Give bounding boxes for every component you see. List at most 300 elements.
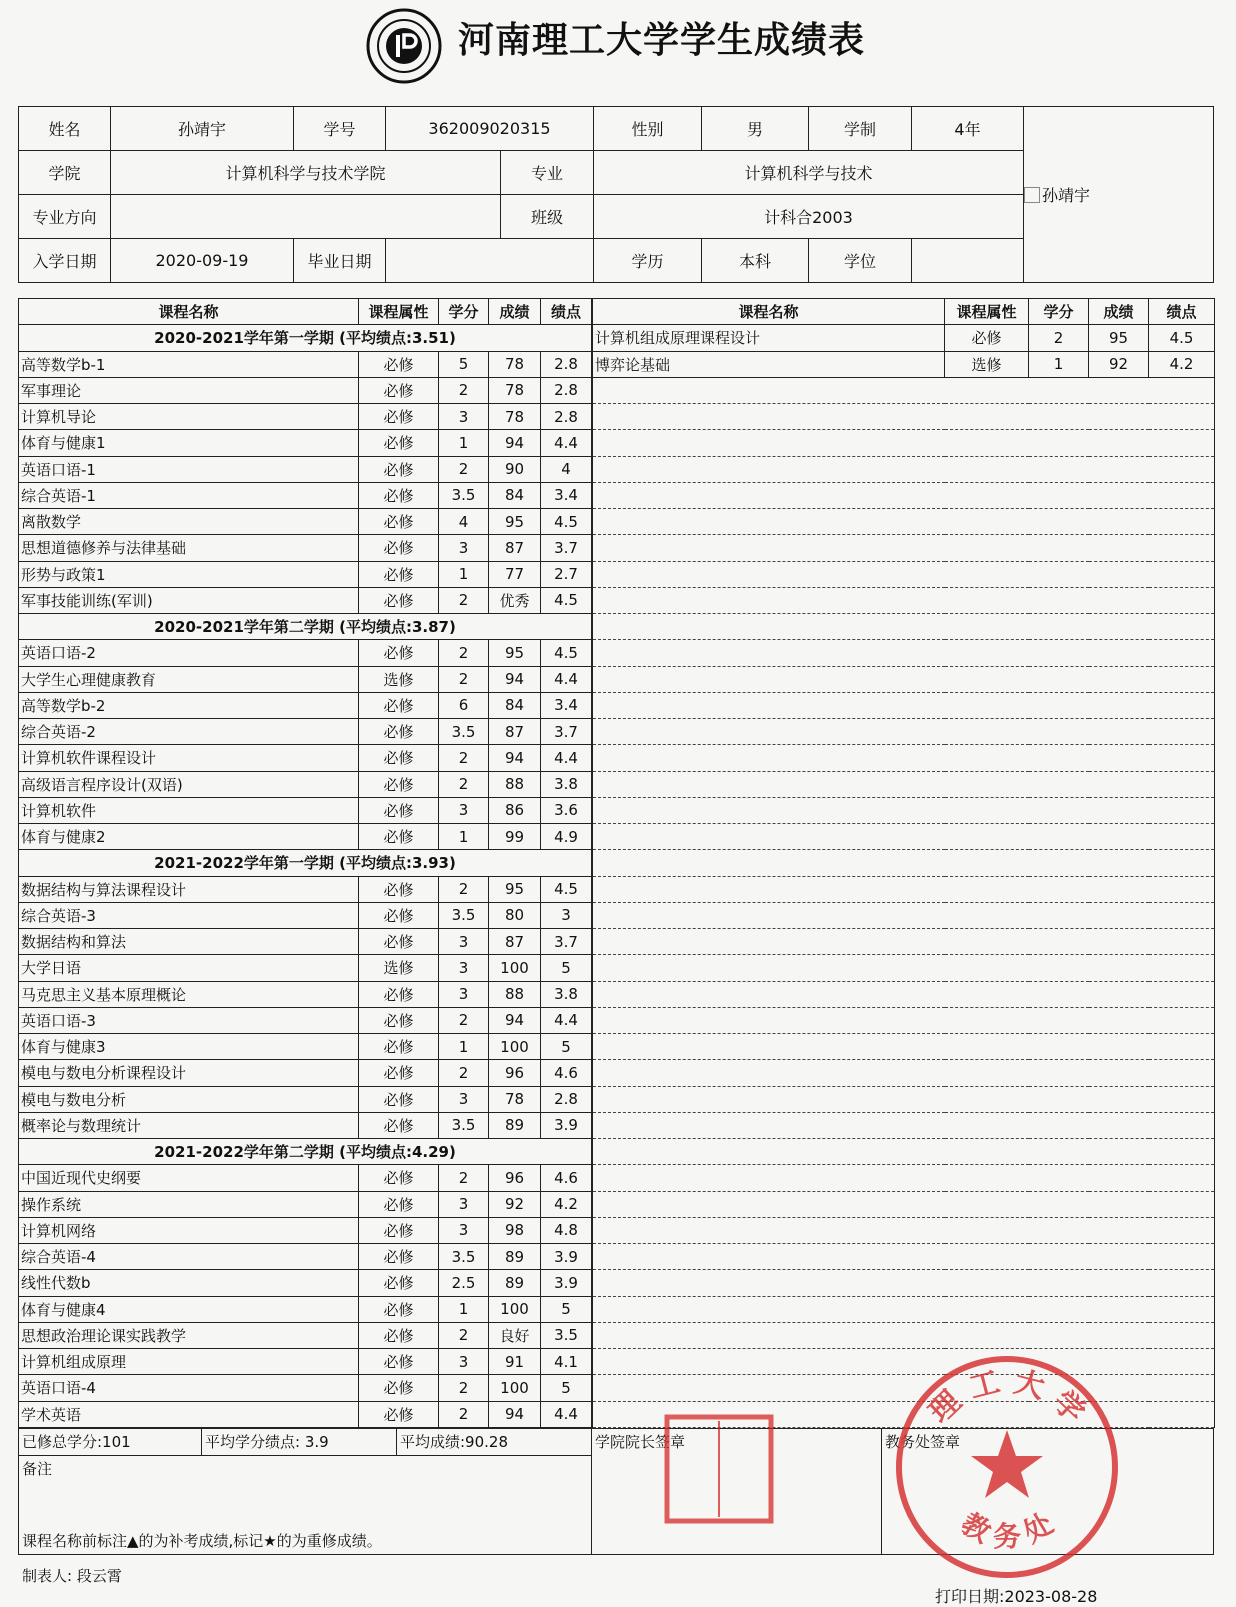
- empty-row: [593, 929, 1215, 955]
- empty-row: [593, 1244, 1215, 1270]
- course-attr: 必修: [359, 456, 439, 482]
- remark-label: 备注: [22, 1460, 53, 1478]
- course-gpa: 3.4: [541, 482, 592, 508]
- course-attr: 必修: [359, 1165, 439, 1191]
- course-credit: 3: [439, 981, 489, 1007]
- course-name: 军事理论: [19, 377, 359, 403]
- empty-cell: [1149, 1401, 1215, 1428]
- empty-row: [593, 404, 1215, 430]
- course-attr-header: 课程属性: [945, 299, 1029, 325]
- average-gpa: 平均学分绩点: 3.9: [202, 1429, 397, 1456]
- empty-cell: [1029, 666, 1089, 692]
- empty-cell: [593, 1165, 945, 1191]
- empty-cell: [945, 587, 1029, 613]
- empty-cell: [945, 377, 1029, 403]
- course-gpa: 5: [541, 1296, 592, 1322]
- empty-cell: [945, 456, 1029, 482]
- course-gpa: 2.7: [541, 561, 592, 587]
- course-score: 94: [489, 430, 541, 456]
- course-attr-header: 课程属性: [359, 299, 439, 325]
- empty-cell: [1149, 797, 1215, 823]
- course-attr: 必修: [359, 1217, 439, 1243]
- empty-cell: [945, 666, 1029, 692]
- marks-note: 课程名称前标注▲的为补考成绩,标记★的为重修成绩。: [22, 1532, 382, 1550]
- course-score: 100: [489, 1375, 541, 1401]
- empty-cell: [593, 692, 945, 718]
- empty-cell: [1089, 850, 1149, 876]
- empty-cell: [593, 561, 945, 587]
- grades-left-table: [18, 298, 592, 1428]
- empty-cell: [1149, 981, 1215, 1007]
- course-gpa: 2.8: [541, 1086, 592, 1112]
- course-score: 78: [489, 377, 541, 403]
- table-row: [19, 1191, 592, 1217]
- table-row: [19, 509, 592, 535]
- table-row: [19, 561, 592, 587]
- empty-cell: [593, 614, 945, 640]
- empty-cell: [593, 535, 945, 561]
- empty-cell: [1089, 797, 1149, 823]
- course-name: 英语口语-3: [19, 1007, 359, 1033]
- empty-row: [593, 1007, 1215, 1033]
- empty-cell: [1029, 1060, 1089, 1086]
- course-credit: 2: [439, 377, 489, 403]
- empty-cell: [1149, 1007, 1215, 1033]
- course-attr: 必修: [359, 1322, 439, 1348]
- empty-cell: [593, 771, 945, 797]
- course-score: 94: [489, 1401, 541, 1428]
- table-row: [19, 1401, 592, 1428]
- empty-row: [593, 1086, 1215, 1112]
- empty-cell: [945, 640, 1029, 666]
- empty-row: [593, 1112, 1215, 1138]
- course-attr: 必修: [359, 1007, 439, 1033]
- course-score: 100: [489, 955, 541, 981]
- empty-cell: [1029, 902, 1089, 928]
- course-score: 87: [489, 535, 541, 561]
- table-row: [19, 719, 592, 745]
- empty-cell: [1029, 430, 1089, 456]
- table-maker: 制表人: 段云霄: [22, 1567, 122, 1585]
- course-score: 89: [489, 1112, 541, 1138]
- empty-cell: [945, 1034, 1029, 1060]
- empty-cell: [1089, 876, 1149, 902]
- empty-cell: [1089, 404, 1149, 430]
- course-score: 95: [489, 876, 541, 902]
- seal-top-text: 理 工 大 学: [922, 1364, 1092, 1431]
- empty-cell: [1149, 824, 1215, 850]
- empty-cell: [1149, 1375, 1215, 1401]
- empty-cell: [1149, 666, 1215, 692]
- empty-cell: [1149, 1165, 1215, 1191]
- course-score: 78: [489, 351, 541, 377]
- credit-header: 学分: [1029, 299, 1089, 325]
- empty-cell: [1149, 614, 1215, 640]
- grades-area: [18, 298, 1213, 1431]
- course-name: 大学日语: [19, 955, 359, 981]
- empty-row: [593, 430, 1215, 456]
- course-attr: 必修: [359, 1191, 439, 1217]
- empty-row: [593, 745, 1215, 771]
- empty-cell: [945, 1060, 1029, 1086]
- id-value: 362009020315: [386, 107, 594, 151]
- empty-cell: [1149, 1086, 1215, 1112]
- photo-alt-text: 孙靖宇: [1042, 186, 1091, 205]
- empty-cell: [1089, 981, 1149, 1007]
- course-attr: 必修: [359, 1034, 439, 1060]
- grad-value: [386, 239, 594, 283]
- course-name: 模电与数电分析课程设计: [19, 1060, 359, 1086]
- empty-cell: [1089, 1270, 1149, 1296]
- empty-cell: [1029, 1112, 1089, 1138]
- table-row: [19, 1217, 592, 1243]
- empty-cell: [1149, 1112, 1215, 1138]
- empty-row: [593, 1322, 1215, 1348]
- empty-cell: [1029, 509, 1089, 535]
- average-score: 平均成绩:90.28: [397, 1429, 592, 1456]
- empty-row: [593, 876, 1215, 902]
- empty-cell: [1089, 771, 1149, 797]
- course-credit: 3.5: [439, 1112, 489, 1138]
- gender-value: 男: [702, 107, 809, 151]
- empty-row: [593, 587, 1215, 613]
- course-score: 100: [489, 1034, 541, 1060]
- table-row: [19, 902, 592, 928]
- empty-cell: [593, 456, 945, 482]
- table-row: [19, 456, 592, 482]
- empty-cell: [1149, 1296, 1215, 1322]
- degree-level-label: 学历: [594, 239, 702, 283]
- table-row: [19, 587, 592, 613]
- course-name: 综合英语-3: [19, 902, 359, 928]
- empty-cell: [945, 1296, 1029, 1322]
- course-name: 综合英语-2: [19, 719, 359, 745]
- table-row: [19, 1086, 592, 1112]
- course-gpa: 5: [541, 1034, 592, 1060]
- empty-row: [593, 1270, 1215, 1296]
- empty-cell: [593, 797, 945, 823]
- course-score: 87: [489, 719, 541, 745]
- empty-cell: [1029, 824, 1089, 850]
- empty-row: [593, 640, 1215, 666]
- course-credit: 2: [439, 1007, 489, 1033]
- empty-cell: [1149, 955, 1215, 981]
- empty-cell: [1149, 1034, 1215, 1060]
- course-credit: 6: [439, 692, 489, 718]
- empty-cell: [1089, 955, 1149, 981]
- table-row: [19, 692, 592, 718]
- empty-row: [593, 509, 1215, 535]
- semester-header-row: [19, 1139, 592, 1165]
- empty-cell: [593, 1191, 945, 1217]
- empty-cell: [945, 561, 1029, 587]
- empty-cell: [1029, 1244, 1089, 1270]
- table-row: [19, 430, 592, 456]
- gender-label: 性别: [594, 107, 702, 151]
- empty-cell: [1149, 535, 1215, 561]
- course-score: 88: [489, 771, 541, 797]
- major-value: 计算机科学与技术: [594, 151, 1024, 195]
- course-credit: 3: [439, 535, 489, 561]
- empty-row: [593, 719, 1215, 745]
- table-row: [19, 377, 592, 403]
- course-credit: 3: [439, 1086, 489, 1112]
- course-attr: 必修: [359, 1349, 439, 1375]
- empty-cell: [1149, 1060, 1215, 1086]
- course-score: 94: [489, 1007, 541, 1033]
- empty-cell: [593, 1139, 945, 1165]
- empty-cell: [593, 430, 945, 456]
- course-name: 大学生心理健康教育: [19, 666, 359, 692]
- empty-cell: [1149, 587, 1215, 613]
- table-row: [19, 404, 592, 430]
- course-credit: 2: [439, 1375, 489, 1401]
- empty-cell: [1089, 561, 1149, 587]
- course-attr: 必修: [359, 430, 439, 456]
- score-header: 成绩: [489, 299, 541, 325]
- course-name: 计算机软件: [19, 797, 359, 823]
- course-gpa: 4: [541, 456, 592, 482]
- course-gpa: 2.8: [541, 404, 592, 430]
- empty-cell: [1089, 1112, 1149, 1138]
- empty-row: [593, 535, 1215, 561]
- empty-cell: [945, 876, 1029, 902]
- empty-cell: [1029, 1270, 1089, 1296]
- table-row: [19, 1296, 592, 1322]
- course-score: 80: [489, 902, 541, 928]
- course-gpa: 3: [541, 902, 592, 928]
- course-score: 91: [489, 1349, 541, 1375]
- empty-cell: [945, 824, 1029, 850]
- course-attr: 必修: [359, 902, 439, 928]
- empty-cell: [1029, 1086, 1089, 1112]
- empty-cell: [593, 1086, 945, 1112]
- course-name: 军事技能训练(军训): [19, 587, 359, 613]
- empty-cell: [1149, 561, 1215, 587]
- course-attr: 必修: [359, 1375, 439, 1401]
- office-signature-label: 教务处签章: [885, 1433, 961, 1451]
- semester-title: 2020-2021学年第一学期 (平均绩点:3.51): [19, 325, 592, 351]
- course-name: 体育与健康3: [19, 1034, 359, 1060]
- course-credit: 2: [439, 640, 489, 666]
- empty-cell: [1089, 640, 1149, 666]
- course-score: 94: [489, 666, 541, 692]
- course-score: 87: [489, 929, 541, 955]
- empty-cell: [593, 876, 945, 902]
- course-name: 思想道德修养与法律基础: [19, 535, 359, 561]
- empty-cell: [945, 1007, 1029, 1033]
- empty-cell: [1089, 929, 1149, 955]
- course-score: 78: [489, 1086, 541, 1112]
- course-name: 计算机导论: [19, 404, 359, 430]
- empty-cell: [593, 587, 945, 613]
- table-row: [19, 1244, 592, 1270]
- empty-row: [593, 692, 1215, 718]
- course-gpa: 4.6: [541, 1060, 592, 1086]
- course-name: 数据结构和算法: [19, 929, 359, 955]
- empty-cell: [1089, 1007, 1149, 1033]
- length-label: 学制: [809, 107, 912, 151]
- course-credit: 3: [439, 929, 489, 955]
- course-name: 体育与健康1: [19, 430, 359, 456]
- course-attr: 必修: [359, 824, 439, 850]
- course-name: 线性代数b: [19, 1270, 359, 1296]
- empty-cell: [593, 482, 945, 508]
- empty-cell: [1029, 535, 1089, 561]
- table-row: [19, 876, 592, 902]
- empty-cell: [1089, 902, 1149, 928]
- empty-cell: [593, 404, 945, 430]
- course-score: 95: [1089, 325, 1149, 351]
- course-attr: 必修: [359, 745, 439, 771]
- course-score: 99: [489, 824, 541, 850]
- course-gpa: 3.6: [541, 797, 592, 823]
- empty-cell: [945, 404, 1029, 430]
- course-gpa: 2.8: [541, 377, 592, 403]
- direction-value: [111, 195, 501, 239]
- empty-cell: [1089, 377, 1149, 403]
- empty-cell: [1029, 640, 1089, 666]
- direction-label: 专业方向: [19, 195, 111, 239]
- id-label: 学号: [294, 107, 386, 151]
- empty-row: [593, 666, 1215, 692]
- print-date: 打印日期:2023-08-28: [935, 1587, 1098, 1606]
- course-name: 英语口语-4: [19, 1375, 359, 1401]
- enroll-value: 2020-09-19: [111, 239, 294, 283]
- empty-row: [593, 561, 1215, 587]
- empty-cell: [1089, 1086, 1149, 1112]
- empty-row: [593, 614, 1215, 640]
- empty-cell: [1149, 692, 1215, 718]
- grades-right-table: [592, 298, 1215, 1431]
- empty-cell: [593, 1270, 945, 1296]
- course-attr: 必修: [359, 771, 439, 797]
- empty-cell: [1029, 719, 1089, 745]
- empty-row: [593, 482, 1215, 508]
- course-name: 高级语言程序设计(双语): [19, 771, 359, 797]
- table-row: [593, 351, 1215, 377]
- course-score: 100: [489, 1296, 541, 1322]
- empty-cell: [945, 1112, 1029, 1138]
- course-attr: 选修: [359, 955, 439, 981]
- course-credit: 1: [439, 561, 489, 587]
- empty-cell: [1029, 561, 1089, 587]
- empty-cell: [1029, 745, 1089, 771]
- semester-title: 2020-2021学年第二学期 (平均绩点:3.87): [19, 614, 592, 640]
- course-credit: 3.5: [439, 1244, 489, 1270]
- empty-cell: [1029, 1191, 1089, 1217]
- empty-row: [593, 797, 1215, 823]
- course-name: 英语口语-2: [19, 640, 359, 666]
- document-header: [0, 0, 1236, 100]
- course-gpa: 4.2: [541, 1191, 592, 1217]
- empty-cell: [1089, 1244, 1149, 1270]
- empty-cell: [1029, 1007, 1089, 1033]
- empty-cell: [1149, 377, 1215, 403]
- course-name-header: 课程名称: [19, 299, 359, 325]
- course-gpa: 4.5: [541, 876, 592, 902]
- course-gpa: 3.8: [541, 771, 592, 797]
- empty-cell: [1029, 955, 1089, 981]
- course-score: 77: [489, 561, 541, 587]
- course-name: 思想政治理论课实践教学: [19, 1322, 359, 1348]
- course-name: 计算机网络: [19, 1217, 359, 1243]
- course-name: 综合英语-4: [19, 1244, 359, 1270]
- course-gpa: 5: [541, 1375, 592, 1401]
- table-row: [19, 351, 592, 377]
- score-header: 成绩: [1089, 299, 1149, 325]
- empty-cell: [1029, 614, 1089, 640]
- dean-signature-label: 学院院长签章: [595, 1433, 686, 1451]
- gpa-header: 绩点: [1149, 299, 1215, 325]
- empty-cell: [1089, 535, 1149, 561]
- course-attr: 必修: [945, 325, 1029, 351]
- course-credit: 3: [439, 797, 489, 823]
- course-attr: 必修: [359, 587, 439, 613]
- degree-label: 学位: [809, 239, 912, 283]
- semester-header-row: [19, 850, 592, 876]
- length-value: 4年: [912, 107, 1024, 151]
- student-info-table: [18, 106, 1214, 283]
- empty-cell: [593, 1217, 945, 1243]
- empty-cell: [1029, 771, 1089, 797]
- empty-cell: [1029, 587, 1089, 613]
- course-gpa: 3.7: [541, 535, 592, 561]
- course-gpa: 4.1: [541, 1349, 592, 1375]
- college-value: 计算机科学与技术学院: [111, 151, 501, 195]
- course-attr: 必修: [359, 377, 439, 403]
- empty-cell: [1029, 482, 1089, 508]
- course-credit: 2: [439, 771, 489, 797]
- empty-cell: [945, 535, 1029, 561]
- empty-cell: [1149, 404, 1215, 430]
- empty-cell: [945, 1086, 1029, 1112]
- empty-cell: [1149, 771, 1215, 797]
- course-score: 84: [489, 692, 541, 718]
- empty-cell: [945, 1270, 1029, 1296]
- gpa-header: 绩点: [541, 299, 592, 325]
- empty-cell: [1149, 1139, 1215, 1165]
- course-credit: 2: [439, 1060, 489, 1086]
- course-gpa: 4.8: [541, 1217, 592, 1243]
- empty-cell: [1089, 1296, 1149, 1322]
- table-row: [593, 325, 1215, 351]
- empty-cell: [945, 692, 1029, 718]
- course-gpa: 4.5: [541, 509, 592, 535]
- course-gpa: 4.5: [1149, 325, 1215, 351]
- empty-cell: [593, 1034, 945, 1060]
- empty-cell: [1089, 1060, 1149, 1086]
- course-name: 英语口语-1: [19, 456, 359, 482]
- course-credit: 1: [439, 1296, 489, 1322]
- course-gpa: 3.7: [541, 929, 592, 955]
- empty-row: [593, 456, 1215, 482]
- empty-row: [593, 1191, 1215, 1217]
- course-attr: 必修: [359, 509, 439, 535]
- table-row: [19, 797, 592, 823]
- course-score: 优秀: [489, 587, 541, 613]
- empty-cell: [1029, 377, 1089, 403]
- course-gpa: 4.2: [1149, 351, 1215, 377]
- course-credit: 3: [439, 955, 489, 981]
- course-gpa: 4.4: [541, 745, 592, 771]
- empty-cell: [593, 850, 945, 876]
- course-attr: 必修: [359, 1060, 439, 1086]
- course-name: 博弈论基础: [593, 351, 945, 377]
- empty-row: [593, 902, 1215, 928]
- course-gpa: 3.9: [541, 1112, 592, 1138]
- empty-cell: [945, 482, 1029, 508]
